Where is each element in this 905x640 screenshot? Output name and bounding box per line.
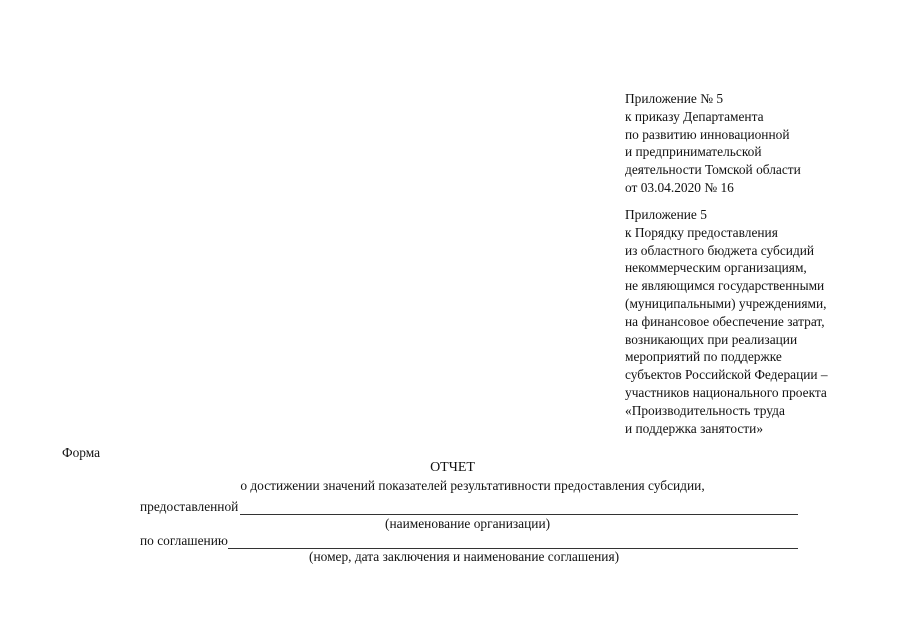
provided-row <box>140 499 798 515</box>
appendix-procedure-line: участников национального проекта <box>625 384 827 400</box>
appendix-order-line: и предпринимательской <box>625 144 762 160</box>
appendix-procedure-line: возникающих при реализации <box>625 331 798 347</box>
appendix-procedure-block <box>625 206 828 437</box>
provided-label: предоставленной <box>140 499 239 514</box>
appendix-procedure-line: некоммерческим организациям, <box>625 260 807 276</box>
agreement-label: по соглашению <box>140 533 228 548</box>
appendix-procedure-line: к Порядку предоставления <box>625 224 778 240</box>
organization-name-hint: (наименование организации) <box>385 516 551 531</box>
appendix-procedure-line: и поддержка занятости» <box>625 420 764 436</box>
appendix-procedure-line: субъектов Российской Федерации – <box>625 367 828 383</box>
appendix-procedure-line: Приложение 5 <box>625 207 707 222</box>
appendix-procedure-line: не являющимся государственными <box>625 278 825 294</box>
appendix-procedure-line: из областного бюджета субсидий <box>625 242 815 258</box>
report-title: ОТЧЕТ <box>430 460 475 475</box>
appendix-procedure-line: на финансовое обеспечение затрат, <box>625 313 825 329</box>
form-label: Форма <box>62 445 101 460</box>
appendix-order-block <box>625 90 801 197</box>
appendix-order-line: к приказу Департамента <box>625 108 764 124</box>
agreement-row <box>140 533 798 549</box>
appendix-order-line: по развитию инновационной <box>625 126 790 142</box>
appendix-procedure-line: мероприятий по поддержке <box>625 349 782 365</box>
appendix-order-line: от 03.04.2020 № 16 <box>625 179 734 195</box>
agreement-hint: (номер, дата заключения и наименование соглашения) <box>309 549 620 564</box>
appendix-order-line: деятельности Томской области <box>625 162 801 178</box>
appendix-procedure-line: «Производительность труда <box>625 402 785 418</box>
report-subtitle: о достижении значений показателей результативности предоставления субсидии, <box>240 478 705 493</box>
appendix-order-line: Приложение № 5 <box>625 91 724 106</box>
agreement-field[interactable] <box>228 534 798 549</box>
organization-name-field[interactable] <box>240 500 798 515</box>
appendix-procedure-line: (муниципальными) учреждениями, <box>625 295 827 311</box>
